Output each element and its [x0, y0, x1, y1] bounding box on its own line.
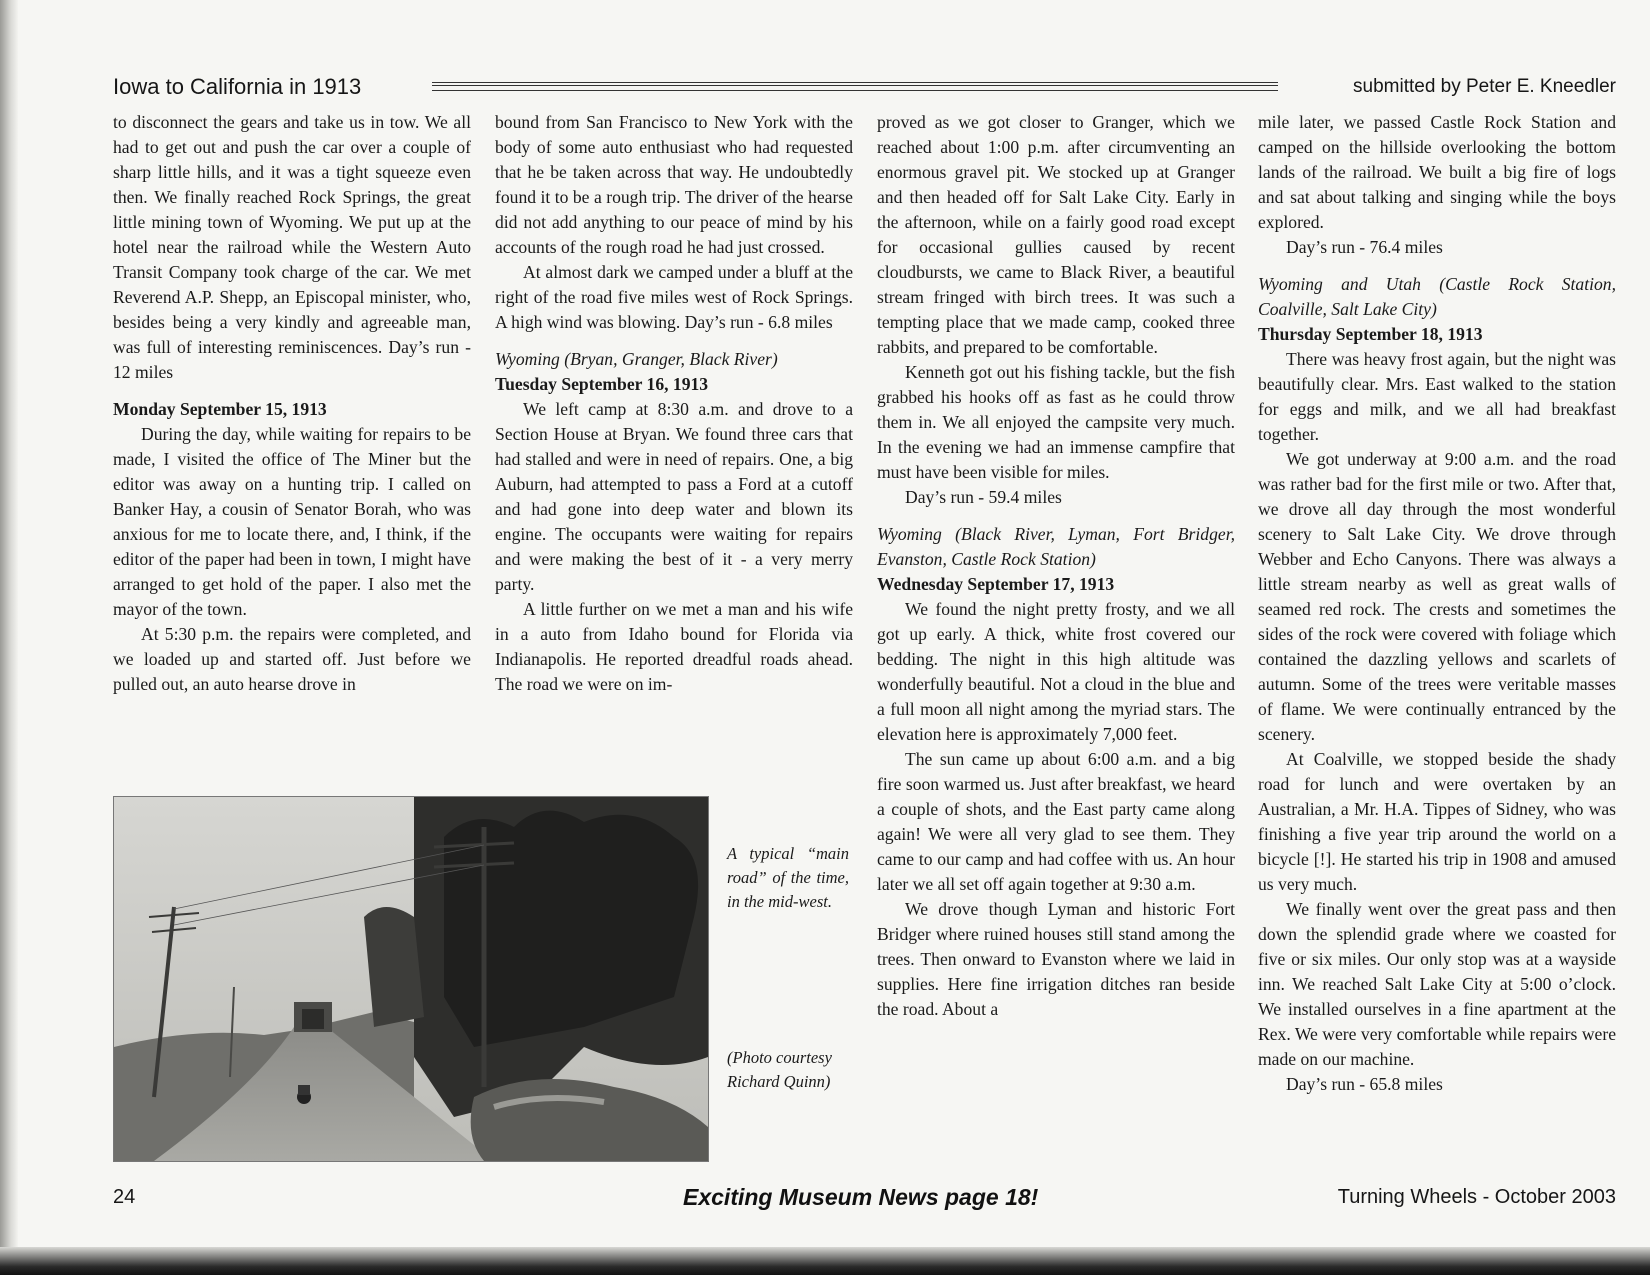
paragraph: We left camp at 8:30 a.m. and drove to a Section House at Bryan. We found three cars that had stalled and were in need of repairs. One, a big Auburn, had attempted to pass a Ford at a cutoff and had gone into deep water and blown its engine. The occupants were waiting for repairs and were making the best of it - a very merry party.	[495, 399, 853, 594]
location-heading: Wyoming and Utah (Castle Rock Station, Coalville, Salt Lake City)	[1258, 274, 1616, 319]
paragraph: We finally went over the great pass and then down the splendid grade where we coasted for five or six miles. Our only stop was at a wayside inn. We reached Salt Lake City at 5:00 o’clock. We installed ourselves in a fine apartment at the Rex. We were very comfortable while repairs were made on our machine.	[1258, 899, 1616, 1069]
date-heading: Thursday September 18, 1913	[1258, 324, 1483, 344]
paragraph-continued: to disconnect the gears and take us in tow. We all had to get out and push the car over a couple of sharp little hills, and it was a tight squeeze even then. We finally reached Rock Springs, the great little mining town of Wyoming. We put up at the hotel near the railroad while the Western Auto Transit Company took charge of the car. We met Reverend A.P. Shepp, an Episcopal minister, who, besides being a very kindly and agreeable man, was full of interesting reminiscences. Day’s run - 12 miles	[113, 112, 471, 382]
museum-news-callout: Exciting Museum News page 18!	[683, 1184, 1039, 1210]
paragraph: At almost dark we camped under a bluff at the right of the road five miles west of Rock Springs. A high wind was blowing. Day’s run - 6.8 miles	[495, 262, 853, 332]
paragraph: We got underway at 9:00 a.m. and the road was rather bad for the first mile or two. After that, we drove all day through the most wonderful scenery to Salt Lake City. We drove through Webber and Echo Canyons. There was always a little stream nearby as well as great walls of seamed red rock. The crests and sometimes the sides of the rock were covered with foliage which contained the dazzling yellows and scarlets of autumn. Some of the trees were veritable masses of flame. We were continually entranced by the scenery.	[1258, 449, 1616, 744]
article-byline: submitted by Peter E. Kneedler	[1353, 76, 1616, 97]
road-photograph	[113, 796, 709, 1162]
paragraph-continued: bound from San Francisco to New York with the body of some auto enthusiast who had requested that he be taken across that way. He undoubtedly found it to be a rough trip. The driver of the hearse did not add anything to our peace of mind by his accounts of the rough road he had just crossed.	[495, 112, 853, 257]
binding-shadow	[0, 0, 18, 1275]
paragraph: The sun came up about 6:00 a.m. and a big fire soon warmed us. Just after breakfast, we heard a couple of shots, and the East party came along again! We were all very glad to see them. They came to our camp and had coffee with us. An hour later we all set off again together at 9:30 a.m.	[877, 749, 1235, 894]
text-column-4	[1258, 110, 1616, 1097]
date-heading: Monday September 15, 1913	[113, 399, 327, 419]
location-heading: Wyoming (Black River, Lyman, Fort Bridger, Evanston, Castle Rock Station)	[877, 524, 1235, 569]
photo-credit: (Photo courtesy Richard Quinn)	[727, 1048, 832, 1091]
header-rule	[432, 82, 1278, 91]
photo-caption: A typical “main road” of the time, in the mid-west.	[727, 844, 849, 911]
paragraph-continued: mile later, we passed Castle Rock Station and camped on the hillside overlooking the bottom lands of the railroad. We built a big fire of logs and sat about talking and singing while the boys explored.	[1258, 112, 1616, 232]
article-title: Iowa to California in 1913	[113, 74, 362, 99]
paragraph: At 5:30 p.m. the repairs were completed, and we loaded up and started off. Just before we pulled out, an auto hearse drove in	[113, 624, 471, 694]
paragraph: Day’s run - 59.4 miles	[905, 487, 1062, 507]
section-spacer	[495, 335, 853, 347]
paragraph: During the day, while waiting for repairs to be made, I visited the office of The Miner but the editor was away on a hunting trip. I called on Banker Hay, a cousin of Senator Borah, who was anxious for me to locate there, and, I think, if the editor of the paper had been in town, I might have arranged to get hold of the paper. I also met the mayor of the town.	[113, 424, 471, 619]
date-heading: Wednesday September 17, 1913	[877, 574, 1115, 594]
publication-issue: Turning Wheels - October 2003	[1337, 1186, 1616, 1208]
paragraph: Kenneth got out his fishing tackle, but the fish grabbed his hooks off as fast as he could throw them in. We all enjoyed the campsite very much. In the evening we had an immense campfire that must have been visible for miles.	[877, 362, 1235, 482]
section-spacer	[1258, 260, 1616, 272]
paragraph: Day’s run - 76.4 miles	[1286, 237, 1443, 257]
page-number: 24	[113, 1186, 136, 1208]
text-column-3	[877, 110, 1235, 1022]
section-spacer	[113, 385, 471, 397]
paragraph: We drove though Lyman and historic Fort Bridger where ruined houses still stand among the trees. Then onward to Evanston where we laid in supplies. Here fine irrigation ditches ran beside the road. About a	[877, 899, 1235, 1019]
date-heading: Tuesday September 16, 1913	[495, 374, 709, 394]
section-spacer	[877, 510, 1235, 522]
paragraph: A little further on we met a man and his wife in a auto from Idaho bound for Florida via Indianapolis. He reported dreadful roads ahead. The road we were on im-	[495, 599, 853, 694]
paragraph: At Coalville, we stopped beside the shady road for lunch and were overtaken by an Australian, a Mr. H.A. Tippes of Sidney, who was finishing a five year trip around the world on a bicycle [!]. He started his trip in 1908 and amused us very much.	[1258, 749, 1616, 894]
location-heading: Wyoming (Bryan, Granger, Black River)	[495, 349, 778, 369]
paragraph: Day’s run - 65.8 miles	[1286, 1074, 1443, 1094]
road-photo-illustration	[114, 797, 708, 1161]
paragraph-continued: proved as we got closer to Granger, which we reached about 1:00 p.m. after circumventing an enormous gravel pit. We stocked up at Granger and then headed off for Salt Lake City. Early in the afternoon, while on a fairly good road except for occasional gullies caused by recent cloudbursts, we came to Black River, a beautiful stream fringed with birch trees. It was such a tempting place that we made camp, cooked three rabbits, and prepared to be comfortable.	[877, 112, 1235, 357]
text-column-2	[495, 110, 853, 697]
text-column-1	[113, 110, 471, 697]
paragraph: We found the night pretty frosty, and we all got up early. A thick, white frost covered our bedding. The night in this high altitude was wonderfully beautiful. Not a cloud in the blue and a full moon all night among the myriad stars. The elevation here is approximately 7,000 feet.	[877, 599, 1235, 744]
paragraph: There was heavy frost again, but the night was beautifully clear. Mrs. East walked to the station for eggs and milk, and we all had breakfast together.	[1258, 349, 1616, 444]
scan-edge-shadow	[0, 1247, 1650, 1275]
